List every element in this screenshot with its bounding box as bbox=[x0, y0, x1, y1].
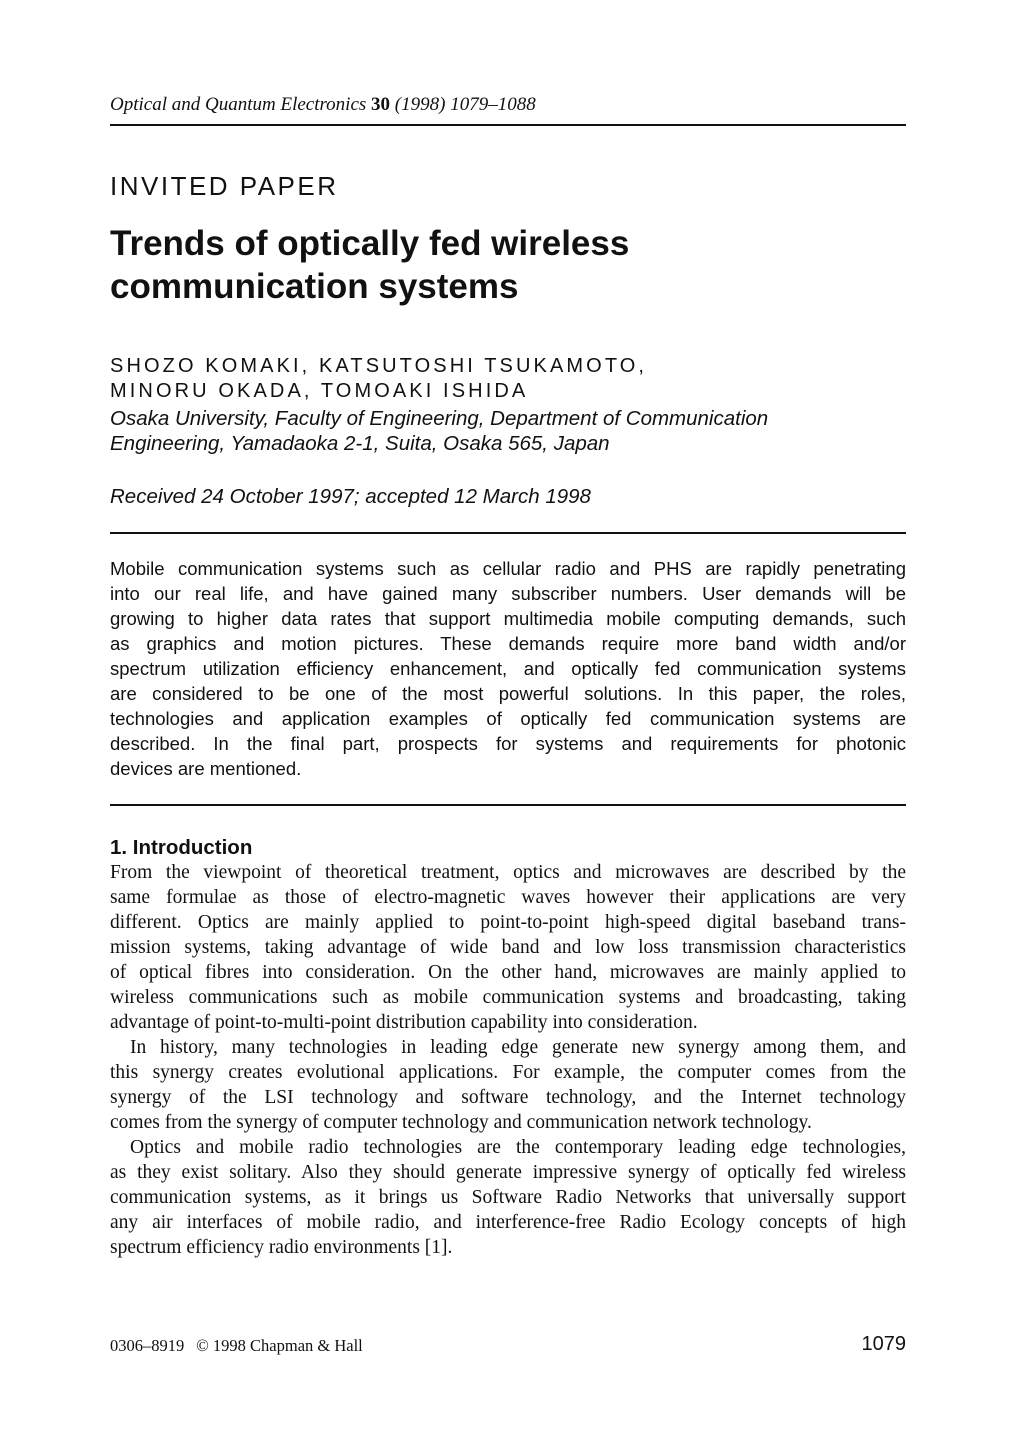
title-line: Trends of optically fed wireless bbox=[110, 224, 630, 263]
abstract-line: described. In the final part, prospects for systems and requirements for photonic bbox=[110, 733, 906, 754]
author-line: MINORU OKADA, TOMOAKI ISHIDA bbox=[110, 380, 529, 402]
body-line: of optical fibres into consideration. On the other hand, microwaves are mainly applied to bbox=[110, 962, 906, 983]
copyright: © 1998 Chapman & Hall bbox=[196, 1336, 363, 1355]
abstract-line: devices are mentioned. bbox=[110, 758, 302, 779]
article-type: INVITED PAPER bbox=[110, 171, 339, 201]
affiliation-line: Osaka University, Faculty of Engineering, Department of Communication bbox=[110, 407, 769, 430]
abstract bbox=[110, 556, 906, 781]
abstract-top-rule bbox=[110, 532, 906, 534]
author-line: SHOZO KOMAKI, KATSUTOSHI TSUKAMOTO, bbox=[110, 355, 648, 377]
issn: 0306–8919 bbox=[110, 1336, 185, 1355]
journal-volume: 30 bbox=[371, 94, 391, 115]
body-line: as they exist solitary. Also they should generate impressive synergy of optically fed wireless bbox=[110, 1162, 906, 1183]
section-heading: 1. Introduction bbox=[110, 836, 253, 859]
abstract-line: are considered to be one of the most powerful solutions. In this paper, the roles, bbox=[110, 683, 906, 704]
page-number: 1079 bbox=[861, 1333, 906, 1355]
body-line: Optics and mobile radio technologies are the contemporary leading edge technologies, bbox=[130, 1137, 906, 1158]
body-line: mission systems, taking advantage of wide band and low loss transmission characteristics bbox=[110, 937, 906, 958]
title-line: communication systems bbox=[110, 267, 519, 306]
body-line: different. Optics are mainly applied to point-to-point high-speed digital baseband trans- bbox=[110, 912, 906, 933]
body-line: same formulae as those of electro-magnetic waves however their applications are very bbox=[110, 887, 906, 908]
journal-name: Optical and Quantum Electronics bbox=[110, 94, 367, 115]
body-line: synergy of the LSI technology and software technology, and the Internet technology bbox=[110, 1087, 906, 1108]
abstract-line: growing to higher data rates that support multimedia mobile computing demands, such bbox=[110, 608, 906, 629]
page bbox=[110, 92, 906, 1260]
affiliation-line: Engineering, Yamadaoka 2-1, Suita, Osaka 565, Japan bbox=[110, 432, 610, 455]
abstract-line: Mobile communication systems such as cellular radio and PHS are rapidly penetrating bbox=[110, 558, 906, 579]
abstract-line: into our real life, and have gained many subscriber numbers. User demands will be bbox=[110, 583, 906, 604]
received-dates: Received 24 October 1997; accepted 12 March 1998 bbox=[110, 485, 591, 508]
body-line: any air interfaces of mobile radio, and interference-free Radio Ecology concepts of high bbox=[110, 1212, 906, 1233]
journal-header bbox=[110, 92, 906, 126]
abstract-line: as graphics and motion pictures. These demands require more band width and/or bbox=[110, 633, 906, 654]
body-line: communication systems, as it brings us Software Radio Networks that universally support bbox=[110, 1187, 906, 1208]
body-line: comes from the synergy of computer technology and communication network technology. bbox=[110, 1112, 812, 1133]
footer-left bbox=[110, 1335, 363, 1357]
body-line: spectrum efficiency radio environments [1]. bbox=[110, 1237, 453, 1258]
body-line: In history, many technologies in leading edge generate new synergy among them, and bbox=[130, 1037, 906, 1058]
body-line: advantage of point-to-multi-point distribution capability into consideration. bbox=[110, 1012, 698, 1033]
body-line: wireless communications such as mobile communication systems and broadcasting, taking bbox=[110, 987, 906, 1008]
paper-title bbox=[110, 222, 906, 308]
author-list bbox=[110, 354, 906, 404]
body-line: From the viewpoint of theoretical treatment, optics and microwaves are described by the bbox=[110, 862, 906, 883]
abstract-line: technologies and application examples of optically fed communication systems are bbox=[110, 708, 906, 729]
page-footer bbox=[110, 1332, 906, 1358]
body-line: this synergy creates evolutional applications. For example, the computer comes from the bbox=[110, 1062, 906, 1083]
section-body bbox=[110, 860, 906, 1260]
affiliation bbox=[110, 406, 906, 456]
abstract-line: spectrum utilization efficiency enhancement, and optically fed communication systems bbox=[110, 658, 906, 679]
journal-year-pages: (1998) 1079–1088 bbox=[394, 94, 536, 115]
abstract-bottom-rule bbox=[110, 804, 906, 806]
